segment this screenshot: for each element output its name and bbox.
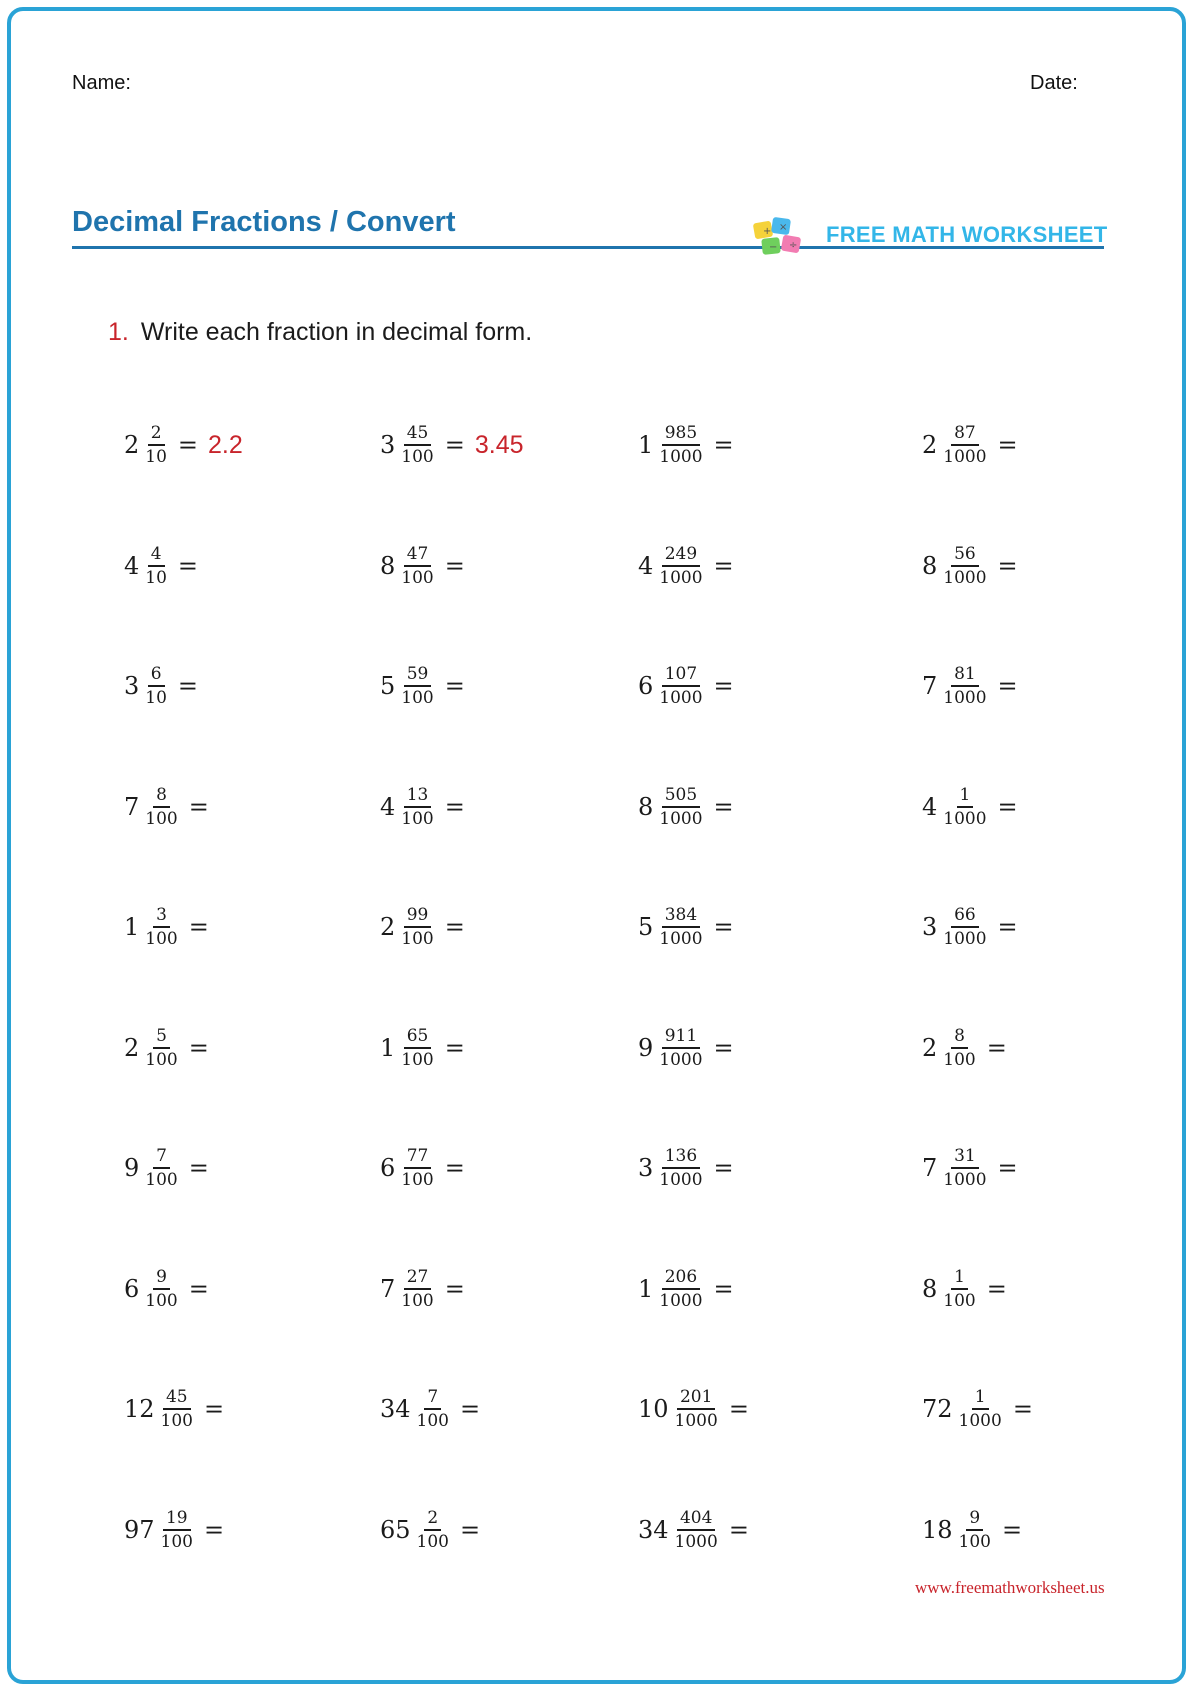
numerator: 2 (424, 1507, 441, 1531)
numerator: 911 (662, 1025, 700, 1049)
fraction (158, 1507, 196, 1553)
whole-number: 3 (638, 1154, 654, 1182)
denominator: 1000 (659, 447, 703, 467)
fraction (142, 1145, 180, 1191)
whole-number: 7 (922, 1154, 938, 1182)
fraction (398, 663, 436, 709)
equals-sign: = (177, 672, 199, 700)
whole-number: 34 (380, 1395, 411, 1423)
denominator: 1000 (943, 1170, 987, 1190)
whole-number: 3 (922, 913, 938, 941)
equals-sign: = (177, 551, 199, 580)
fraction (940, 543, 989, 589)
fraction-problem (638, 1138, 744, 1198)
denominator: 100 (958, 1531, 991, 1552)
whole-number: 1 (380, 1033, 396, 1062)
equals-sign: = (444, 551, 465, 580)
whole-number: 8 (638, 792, 654, 821)
fraction-problem (124, 897, 219, 957)
fraction (940, 1266, 978, 1312)
worksheet-title: Decimal Fractions / Convert (72, 206, 456, 238)
fraction-problem (922, 656, 1028, 716)
fraction (940, 1145, 989, 1191)
fraction (656, 1266, 705, 1312)
whole-number: 5 (638, 913, 654, 941)
denominator: 1000 (674, 1531, 718, 1552)
whole-number: 5 (380, 672, 396, 700)
instruction-text: Write each fraction in decimal form. (140, 318, 533, 346)
numerator: 8 (951, 1025, 968, 1049)
whole-number: 4 (124, 551, 140, 580)
fraction (656, 663, 705, 709)
equals-sign: = (177, 431, 199, 459)
numerator: 2 (148, 422, 165, 446)
svg-text:×: × (779, 222, 788, 233)
whole-number: 6 (638, 672, 654, 700)
fraction (656, 543, 705, 589)
fraction-problem (638, 536, 744, 596)
fraction-problem (922, 1138, 1028, 1198)
whole-number: 9 (638, 1033, 654, 1062)
equals-sign: = (444, 913, 465, 941)
fraction-problem (922, 777, 1028, 837)
denominator: 100 (416, 1531, 449, 1552)
fraction-problem (638, 897, 744, 957)
denominator: 100 (160, 1531, 193, 1552)
fraction (142, 543, 170, 589)
fraction-problem (380, 656, 475, 716)
equals-sign: = (444, 1154, 465, 1182)
denominator: 10 (145, 567, 167, 588)
denominator: 10 (145, 447, 167, 467)
equals-sign: = (204, 1515, 225, 1544)
equals-sign: = (444, 672, 465, 700)
numerator: 7 (424, 1386, 441, 1410)
numerator: 404 (677, 1507, 715, 1531)
equals-sign: = (188, 1274, 209, 1303)
fraction-problem (124, 415, 243, 475)
numerator: 47 (404, 543, 432, 567)
equals-sign: = (188, 913, 209, 941)
whole-number: 8 (922, 1274, 938, 1303)
equals-sign: = (713, 1033, 734, 1062)
denominator: 1000 (674, 1411, 718, 1431)
whole-number: 6 (380, 1154, 396, 1182)
equals-sign: = (460, 1515, 481, 1544)
numerator: 1 (972, 1386, 989, 1410)
equals-sign: = (444, 1274, 465, 1303)
denominator: 1000 (943, 808, 987, 829)
fraction (656, 422, 705, 468)
whole-number: 4 (638, 551, 654, 580)
fraction (940, 784, 989, 830)
fraction (656, 1145, 705, 1191)
numerator: 66 (951, 904, 979, 928)
fraction (956, 1386, 1005, 1432)
numerator: 81 (951, 663, 979, 687)
whole-number: 2 (922, 431, 938, 459)
equals-sign: = (713, 672, 734, 700)
numerator: 249 (662, 543, 700, 567)
whole-number: 1 (124, 913, 140, 941)
equals-sign: = (713, 913, 734, 941)
fraction (142, 422, 170, 468)
fraction (398, 1025, 436, 1071)
denominator: 1000 (958, 1411, 1002, 1431)
denominator: 100 (401, 808, 434, 829)
numerator: 77 (404, 1145, 432, 1169)
numerator: 9 (966, 1507, 983, 1531)
denominator: 100 (160, 1411, 193, 1431)
denominator: 100 (401, 1290, 434, 1311)
numerator: 56 (951, 543, 979, 567)
equals-sign: = (986, 1033, 1007, 1062)
denominator: 1000 (659, 1049, 703, 1070)
whole-number: 9 (124, 1154, 140, 1182)
equals-sign: = (997, 1154, 1018, 1182)
equals-sign: = (444, 792, 465, 821)
numerator: 201 (677, 1386, 715, 1410)
whole-number: 2 (124, 431, 140, 459)
fraction-problem (922, 1018, 1017, 1078)
fraction-problem (638, 656, 744, 716)
fraction-problem (380, 1379, 490, 1439)
numerator: 107 (662, 663, 700, 687)
denominator: 100 (145, 808, 178, 829)
fraction (142, 663, 170, 709)
numerator: 59 (404, 663, 432, 687)
fraction-problem (922, 1379, 1043, 1439)
numerator: 985 (662, 422, 700, 446)
numerator: 1 (957, 784, 974, 808)
numerator: 206 (662, 1266, 700, 1290)
fraction-problem (638, 1259, 744, 1319)
whole-number: 10 (638, 1395, 669, 1423)
equals-sign: = (460, 1395, 481, 1423)
fraction (142, 904, 180, 950)
numerator: 6 (148, 663, 165, 687)
numerator: 45 (404, 422, 432, 446)
whole-number: 97 (124, 1515, 155, 1544)
numerator: 5 (153, 1025, 170, 1049)
denominator: 1000 (659, 1170, 703, 1190)
fraction (414, 1386, 452, 1432)
whole-number: 2 (922, 1033, 938, 1062)
fraction (672, 1386, 721, 1432)
fraction-problem (124, 1259, 219, 1319)
fraction-problem (638, 1379, 759, 1439)
equals-sign: = (997, 551, 1018, 580)
whole-number: 7 (124, 792, 140, 821)
fraction-problem (124, 1500, 234, 1560)
whole-number: 65 (380, 1515, 411, 1544)
fraction (940, 663, 989, 709)
numerator: 7 (153, 1145, 170, 1169)
whole-number: 34 (638, 1515, 669, 1544)
fraction-problem (380, 1259, 475, 1319)
fraction (142, 784, 180, 830)
denominator: 1000 (943, 447, 987, 467)
fraction-problem (638, 1500, 759, 1560)
numerator: 505 (662, 784, 700, 808)
fraction-problem (922, 897, 1028, 957)
fraction (656, 904, 705, 950)
denominator: 100 (943, 1049, 976, 1070)
fraction (398, 784, 436, 830)
denominator: 1000 (943, 929, 987, 949)
equals-sign: = (997, 672, 1018, 700)
fraction (158, 1386, 196, 1432)
fraction-problem (922, 1259, 1017, 1319)
fraction-problem (124, 1138, 219, 1198)
fraction-problem (922, 536, 1028, 596)
denominator: 100 (401, 1170, 434, 1190)
fraction (956, 1507, 994, 1553)
numerator: 45 (163, 1386, 191, 1410)
fraction-problem (124, 1379, 234, 1439)
whole-number: 6 (124, 1274, 140, 1303)
whole-number: 1 (638, 1274, 654, 1303)
name-label: Name: (72, 72, 131, 94)
fraction-problem (124, 656, 208, 716)
numerator: 87 (951, 422, 979, 446)
equals-sign: = (728, 1515, 749, 1544)
whole-number: 7 (922, 672, 938, 700)
fraction (142, 1266, 180, 1312)
fraction (656, 784, 705, 830)
numerator: 3 (153, 904, 170, 928)
equals-sign: = (713, 1274, 734, 1303)
equals-sign: = (188, 792, 209, 821)
whole-number: 3 (124, 672, 140, 700)
denominator: 100 (401, 447, 434, 467)
fraction (398, 1266, 436, 1312)
whole-number: 12 (124, 1395, 155, 1423)
denominator: 100 (401, 688, 434, 708)
denominator: 100 (145, 1170, 178, 1190)
whole-number: 2 (124, 1033, 140, 1062)
fraction-problem (380, 1500, 490, 1560)
equals-sign: = (1002, 1515, 1023, 1544)
fraction-problem (124, 536, 208, 596)
denominator: 100 (416, 1411, 449, 1431)
equals-sign: = (997, 792, 1018, 821)
equals-sign: = (1012, 1395, 1033, 1423)
answer-field[interactable]: 3.45 (474, 430, 524, 459)
equals-sign: = (713, 551, 734, 580)
fraction-problem (638, 1018, 744, 1078)
denominator: 1000 (659, 1290, 703, 1311)
denominator: 100 (145, 1049, 178, 1070)
equals-sign: = (188, 1033, 209, 1062)
whole-number: 4 (922, 792, 938, 821)
whole-number: 8 (922, 551, 938, 580)
answer-field[interactable]: 2.2 (208, 430, 243, 459)
svg-text:−: − (769, 242, 778, 253)
numerator: 13 (404, 784, 432, 808)
fraction (940, 904, 989, 950)
fraction (656, 1025, 705, 1071)
equals-sign: = (986, 1274, 1007, 1303)
fraction-problem (380, 415, 524, 475)
whole-number: 7 (380, 1274, 396, 1303)
equals-sign: = (713, 792, 734, 821)
svg-text:÷: ÷ (789, 240, 798, 251)
denominator: 1000 (943, 688, 987, 708)
denominator: 100 (943, 1290, 976, 1311)
numerator: 9 (153, 1266, 170, 1290)
equals-sign: = (713, 1154, 734, 1182)
equals-sign: = (444, 431, 465, 459)
numerator: 65 (404, 1025, 432, 1049)
fraction-problem (380, 1018, 475, 1078)
equals-sign: = (728, 1395, 749, 1423)
equals-sign: = (997, 913, 1018, 941)
equals-sign: = (204, 1395, 225, 1423)
fraction (398, 1145, 436, 1191)
denominator: 1000 (659, 929, 703, 949)
whole-number: 72 (922, 1395, 953, 1423)
fraction (414, 1507, 452, 1553)
whole-number: 2 (380, 913, 396, 941)
equals-sign: = (713, 431, 734, 459)
numerator: 136 (662, 1145, 700, 1169)
denominator: 100 (401, 1049, 434, 1070)
denominator: 1000 (659, 688, 703, 708)
fraction (672, 1507, 721, 1553)
date-label: Date: (1030, 72, 1078, 94)
whole-number: 1 (638, 431, 654, 459)
numerator: 31 (951, 1145, 979, 1169)
numerator: 27 (404, 1266, 432, 1290)
fraction-problem (124, 777, 219, 837)
fraction-problem (638, 415, 744, 475)
whole-number: 4 (380, 792, 396, 821)
equals-sign: = (997, 431, 1018, 459)
numerator: 19 (163, 1507, 191, 1531)
denominator: 100 (401, 567, 434, 588)
fraction-problem (638, 777, 744, 837)
fraction (142, 1025, 180, 1071)
fraction-problem (922, 1500, 1032, 1560)
whole-number: 3 (380, 431, 396, 459)
fraction-problem (380, 1138, 475, 1198)
denominator: 10 (145, 688, 167, 708)
numerator: 99 (404, 904, 432, 928)
fraction (940, 422, 989, 468)
fraction-problem (380, 536, 475, 596)
equals-sign: = (444, 1033, 465, 1062)
instruction-number: 1. (108, 318, 129, 346)
numerator: 8 (153, 784, 170, 808)
whole-number: 8 (380, 551, 396, 580)
denominator: 1000 (659, 808, 703, 829)
fraction (940, 1025, 978, 1071)
fraction-problem (380, 777, 475, 837)
denominator: 1000 (659, 567, 703, 588)
fraction-problem (380, 897, 475, 957)
denominator: 100 (145, 929, 178, 949)
brand-name: FREE MATH WORKSHEET (826, 222, 1108, 247)
svg-text:+: + (763, 226, 772, 237)
numerator: 384 (662, 904, 700, 928)
footer-url[interactable]: www.freemathworksheet.us (915, 1578, 1105, 1597)
fraction (398, 904, 436, 950)
fraction-problem (922, 415, 1028, 475)
equals-sign: = (188, 1154, 209, 1182)
fraction-problem (124, 1018, 219, 1078)
denominator: 1000 (943, 567, 987, 588)
denominator: 100 (401, 929, 434, 949)
denominator: 100 (145, 1290, 178, 1311)
whole-number: 18 (922, 1515, 953, 1544)
fraction (398, 422, 436, 468)
numerator: 1 (951, 1266, 968, 1290)
numerator: 4 (148, 543, 165, 567)
fraction (398, 543, 436, 589)
